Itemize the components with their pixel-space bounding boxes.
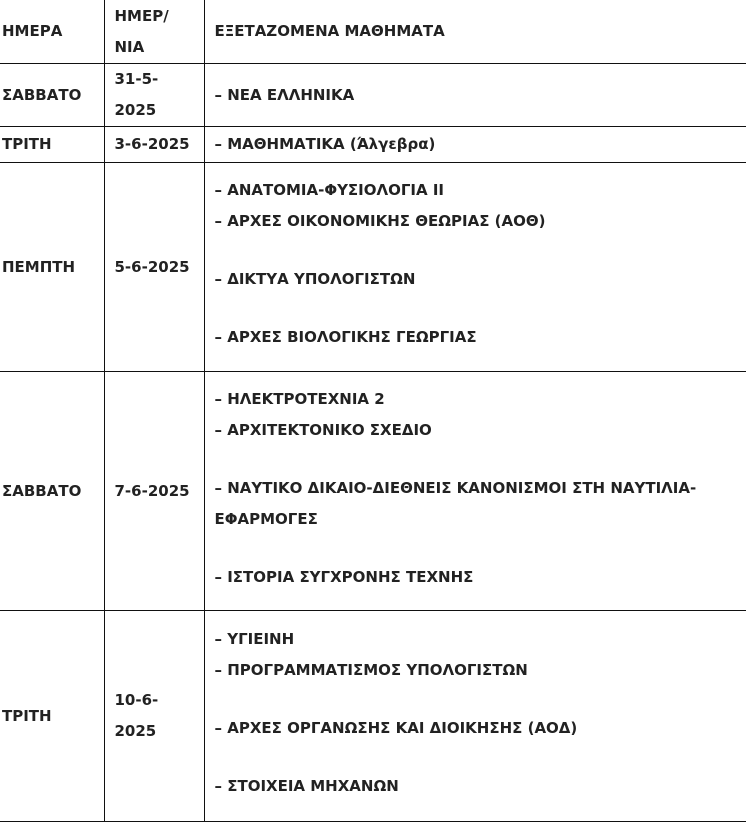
subject-item: – ΥΓΙΕΙΝΗ [215,624,746,655]
cell-subjects [204,611,746,822]
subject-item: – ΑΡΧΕΣ ΟΙΚΟΝΟΜΙΚΗΣ ΘΕΩΡΙΑΣ (ΑΟΘ) [215,206,746,237]
table-row [0,611,746,822]
header-subjects: ΕΞΕΤΑΖΟΜΕΝΑ ΜΑΘΗΜΑΤΑ [204,0,746,64]
subject-list [215,620,746,812]
subject-item: – ΜΑΘΗΜΑΤΙΚΑ (Άλγεβρα) [215,135,436,153]
subject-item: – ΙΣΤΟΡΙΑ ΣΥΓΧΡΟΝΗΣ ΤΕΧΝΗΣ [215,562,746,593]
cell-date: 10-6-2025 [104,611,204,822]
cell-date: 31-5-2025 [104,64,204,127]
table-row [0,163,746,372]
subject-item: – ΑΝΑΤΟΜΙΑ-ΦΥΣΙΟΛΟΓΙΑ ΙΙ [215,175,746,206]
subject-item: – ΗΛΕΚΤΡΟΤΕΧΝΙΑ 2 [215,384,746,415]
header-date [104,0,204,64]
subject-item: – ΔΙΚΤΥΑ ΥΠΟΛΟΓΙΣΤΩΝ [215,264,746,295]
cell-day: ΣΑΒΒΑΤΟ [0,372,104,611]
cell-day: ΤΡΙΤΗ [0,127,104,163]
subject-list [215,380,746,603]
table-header-row [0,0,746,64]
cell-subjects [204,127,746,163]
header-date-line1: ΗΜΕΡ/ [115,7,169,25]
subject-list [215,171,746,363]
cell-date: 5-6-2025 [104,163,204,372]
cell-subjects [204,372,746,611]
cell-day: ΤΡΙΤΗ [0,611,104,822]
subject-item: – ΑΡΧΙΤΕΚΤΟΝΙΚΟ ΣΧΕΔΙΟ [215,415,746,446]
table-row [0,64,746,127]
cell-subjects [204,163,746,372]
cell-day: ΠΕΜΠΤΗ [0,163,104,372]
header-day: ΗΜΕΡΑ [0,0,104,64]
cell-date: 3-6-2025 [104,127,204,163]
cell-date: 7-6-2025 [104,372,204,611]
subject-item: – ΣΤΟΙΧΕΙΑ ΜΗΧΑΝΩΝ [215,771,746,802]
cell-day: ΣΑΒΒΑΤΟ [0,64,104,127]
subject-item: – ΑΡΧΕΣ ΟΡΓΑΝΩΣΗΣ ΚΑΙ ΔΙΟΙΚΗΣΗΣ (ΑΟΔ) [215,713,746,744]
subject-item: – ΝΑΥΤΙΚΟ ΔΙΚΑΙΟ-ΔΙΕΘΝΕΙΣ ΚΑΝΟΝΙΣΜΟΙ ΣΤΗ ΝΑΥΤΙΛΙΑ-ΕΦΑΡΜΟΓΕΣ [215,473,745,535]
table-row [0,127,746,163]
header-date-line2: ΝΙΑ [115,38,145,56]
subject-item: – ΠΡΟΓΡΑΜΜΑΤΙΣΜΟΣ ΥΠΟΛΟΓΙΣΤΩΝ [215,655,746,686]
subject-item: – ΝΕΑ ΕΛΛΗΝΙΚΑ [215,86,355,104]
subject-item: – ΑΡΧΕΣ ΒΙΟΛΟΓΙΚΗΣ ΓΕΩΡΓΙΑΣ [215,322,746,353]
cell-subjects [204,64,746,127]
table-row [0,372,746,611]
